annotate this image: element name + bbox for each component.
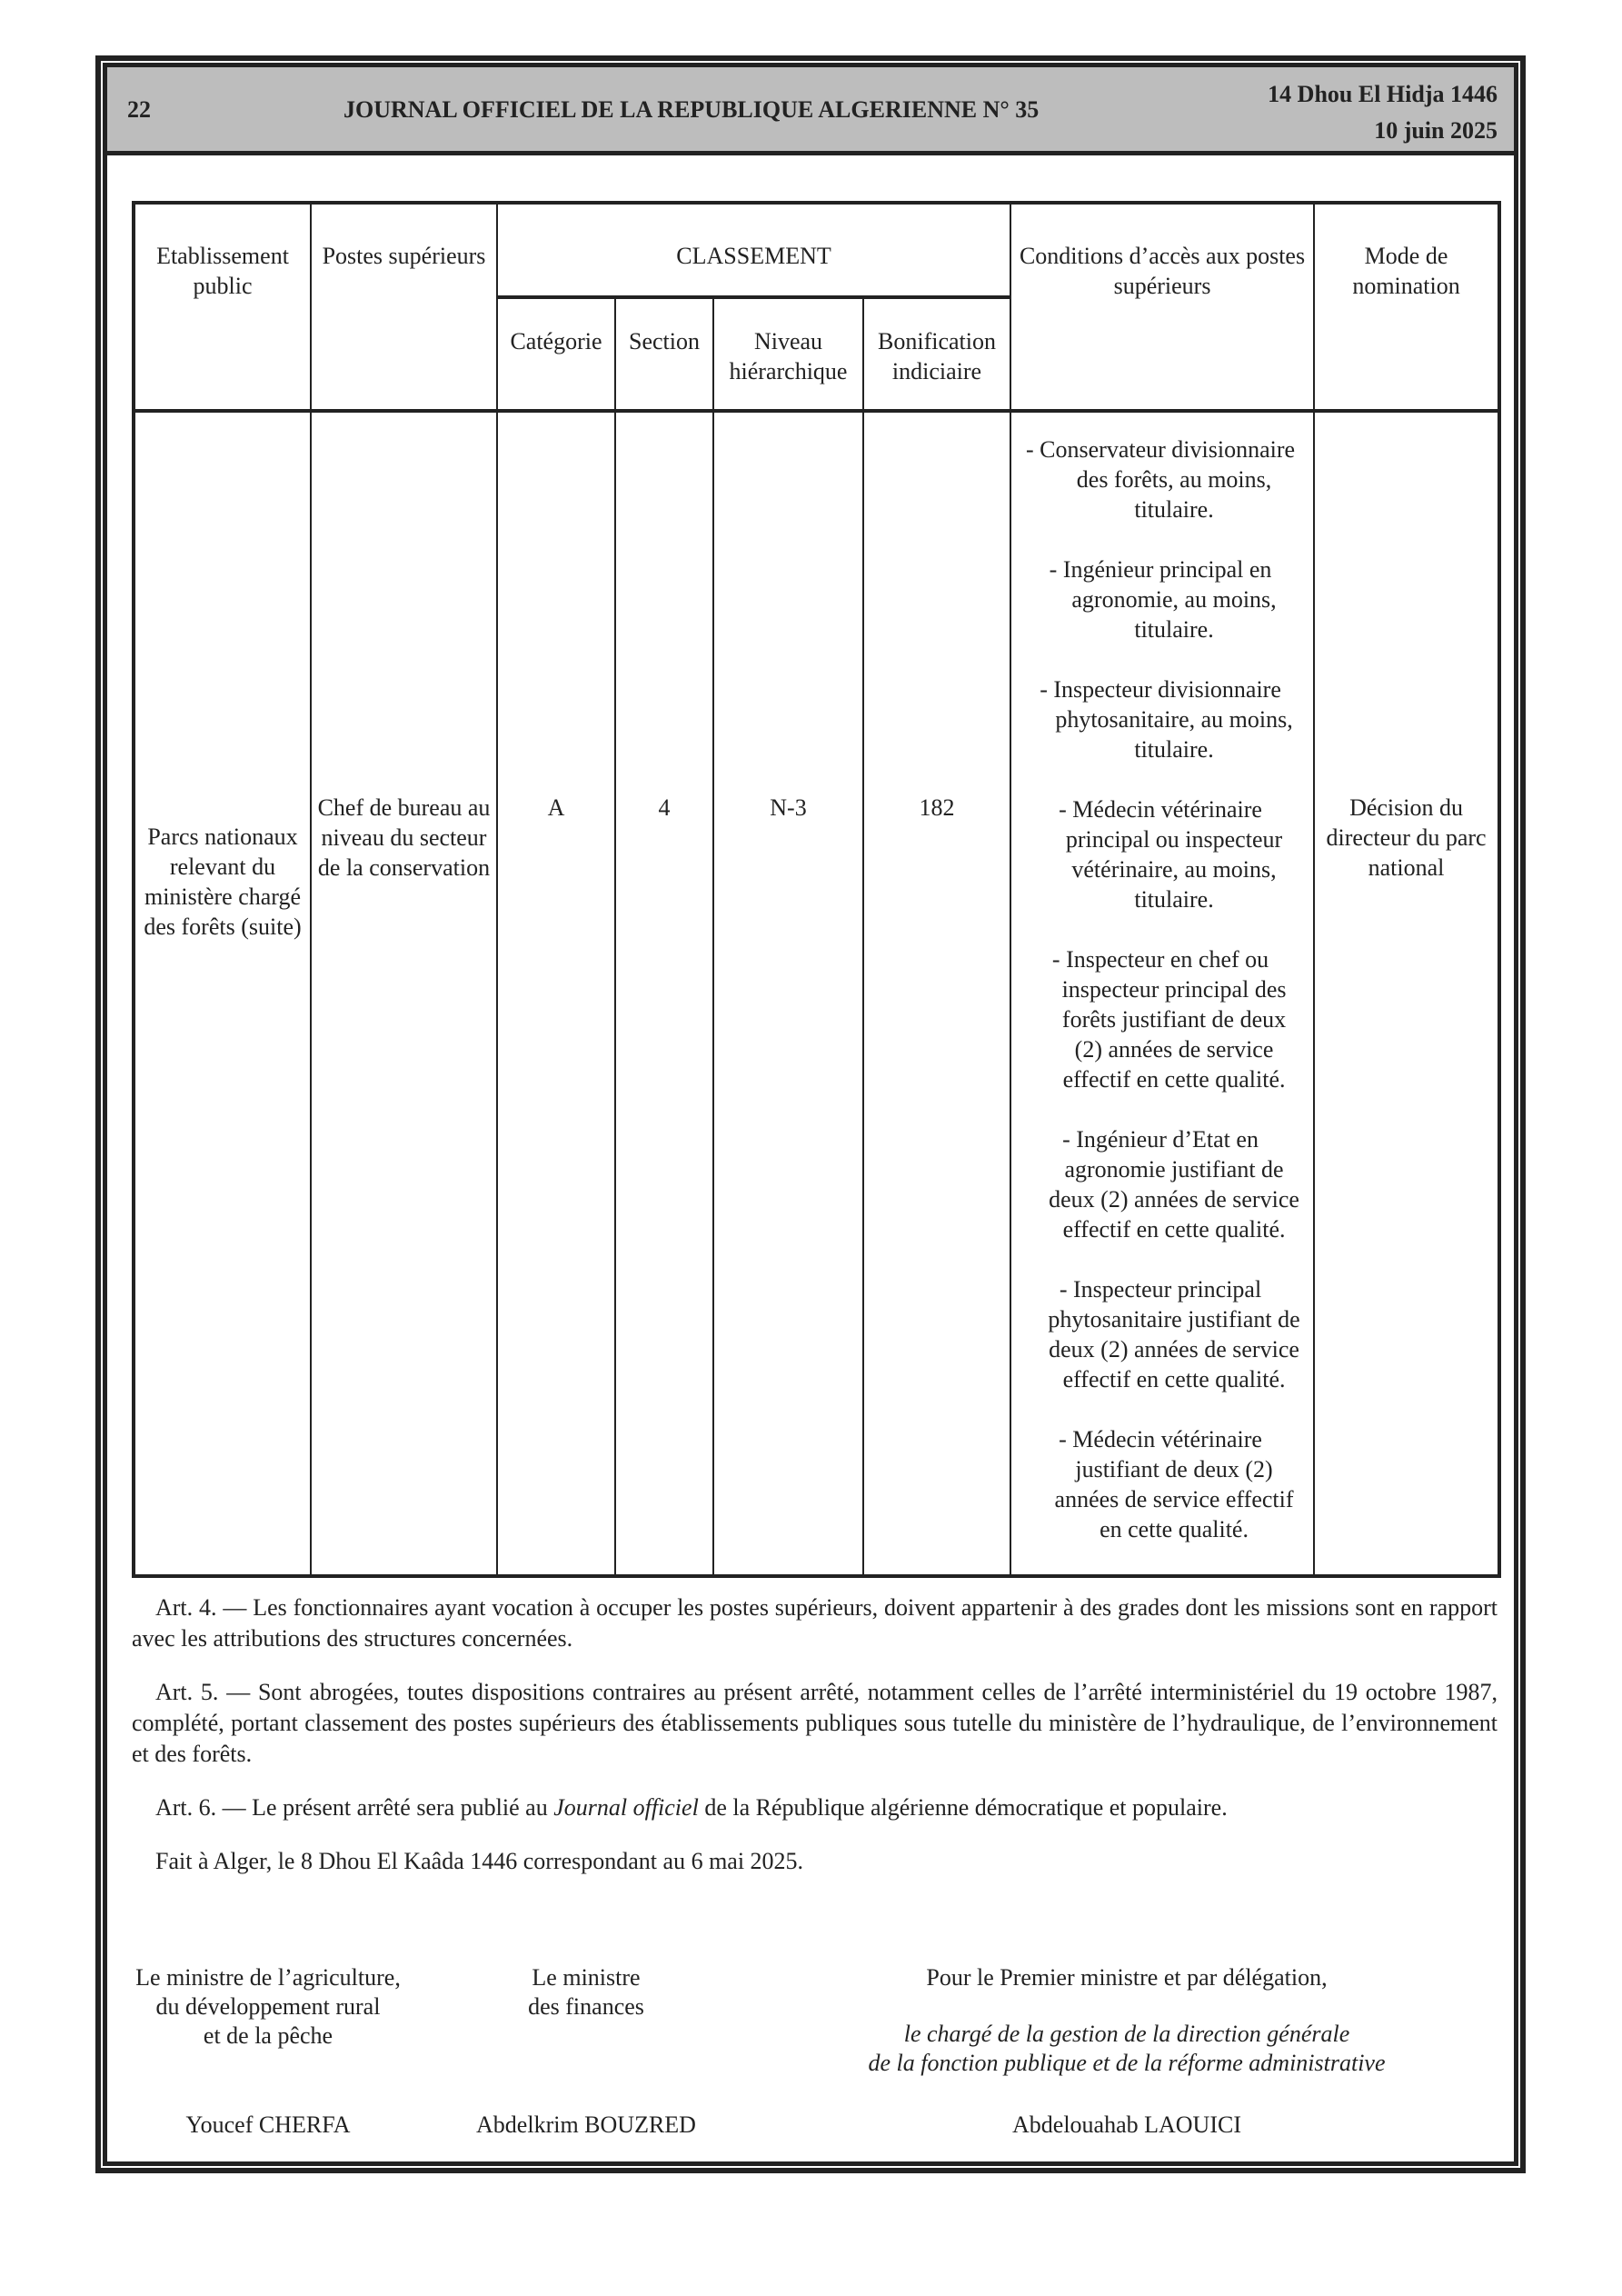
- header-etablissement: Etablissement public: [134, 203, 311, 411]
- condition-item: - Ingénieur principal en agronomie, au moins, titulaire.: [1049, 556, 1277, 643]
- hijri-date: 14 Dhou El Hidja 1446: [1268, 81, 1498, 107]
- sig1-line: Le ministre de l’agriculture,: [135, 1964, 401, 1991]
- condition-item: - Ingénieur d’Etat en agronomie justifiant de deux (2) années de service effectif en cette qualité.: [1049, 1126, 1299, 1243]
- condition-item: - Médecin vétérinaire justifiant de deux (2) années de service effectif en cette qualité.: [1054, 1426, 1294, 1542]
- cell-niveau: N-3: [713, 411, 863, 1576]
- journal-title: JOURNAL OFFICIEL DE LA REPUBLIQUE ALGERIENNE N° 35: [343, 96, 1040, 123]
- condition-item: - Médecin vétérinaire principal ou inspecteur vétérinaire, au moins, titulaire.: [1059, 796, 1283, 913]
- header-postes: Postes supérieurs: [311, 203, 497, 411]
- article-6-text-end: de la République algérienne démocratique et populaire.: [698, 1794, 1228, 1821]
- cell-conditions: [1010, 411, 1314, 1576]
- condition-item: - Conservateur divisionnaire des forêts, au moins, titulaire.: [1026, 436, 1296, 523]
- signatory-3-name: Abdelouahab LAOUICI: [1012, 2111, 1241, 2138]
- header-mode: Mode de nomination: [1314, 203, 1499, 411]
- header-conditions: Conditions d’accès aux postes supérieurs: [1010, 203, 1314, 411]
- fait-a-alger: Fait à Alger, le 8 Dhou El Kaâda 1446 correspondant au 6 mai 2025.: [155, 1848, 804, 1874]
- articles: [132, 1592, 1498, 1900]
- article-6-journal-ref: Journal officiel: [553, 1794, 699, 1821]
- sig2-line: Le ministre: [532, 1964, 641, 1991]
- issue-date: [1268, 76, 1498, 149]
- cell-section: 4: [615, 411, 713, 1576]
- header-classement: CLASSEMENT: [497, 203, 1010, 297]
- cell-etablissement: Parcs nationaux relevant du ministère chargé des forêts (suite): [134, 411, 311, 1576]
- article-6-text: Art. 6. — Le présent arrêté sera publié au: [155, 1794, 554, 1821]
- signatory-3-title: [750, 1963, 1504, 2078]
- sig3-italic-line: de la fonction publique et de la réforme administrative: [868, 2050, 1386, 2076]
- header-categorie: Catégorie: [497, 297, 615, 411]
- sig3-line: Pour le Premier ministre et par délégation,: [926, 1964, 1328, 1991]
- condition-item: - Inspecteur en chef ou inspecteur principal des forêts justifiant de deux (2) années de service effectif en cette qualité.: [1051, 946, 1287, 1093]
- sig3-italic-line: le chargé de la gestion de la direction générale: [903, 2021, 1350, 2047]
- table-row: [134, 411, 1499, 1576]
- header-bonification: Bonification indiciaire: [863, 297, 1010, 411]
- cell-mode: Décision du directeur du parc national: [1314, 411, 1499, 1576]
- condition-item: - Inspecteur principal phytosanitaire justifiant de deux (2) années de service effectif en cette qualité.: [1048, 1276, 1300, 1393]
- article-4: Art. 4. — Les fonctionnaires ayant vocation à occuper les postes supérieurs, doivent appartenir à des grades dont les missions sont en rapport avec les attributions des structures concernées.: [132, 1594, 1498, 1652]
- signatory-1-title: [132, 1963, 404, 2051]
- journal-header: [107, 67, 1514, 155]
- cell-categorie: A: [497, 411, 615, 1576]
- sig1-line: du développement rural: [155, 1993, 381, 2020]
- signatory-2-title: [468, 1963, 704, 2021]
- header-section: Section: [615, 297, 713, 411]
- article-5: Art. 5. — Sont abrogées, toutes dispositions contraires au présent arrêté, notamment celles de l’arrêté interministériel du 19 octobre 1987, complété, portant classement des postes supérieurs des établissements publiques sous tutelle du ministère de l’hydraulique, de l’environnement et des forêts.: [132, 1679, 1498, 1767]
- article-6: [132, 1792, 1498, 1823]
- header-niveau: Niveau hiérarchique: [713, 297, 863, 411]
- sig2-line: des finances: [528, 1993, 644, 2020]
- cell-bonification: 182: [863, 411, 1010, 1576]
- gregorian-date: 10 juin 2025: [1374, 117, 1498, 144]
- signatory-2-name: Abdelkrim BOUZRED: [476, 2111, 696, 2138]
- condition-item: - Inspecteur divisionnaire phytosanitaire, au moins, titulaire.: [1040, 676, 1293, 763]
- cell-poste: Chef de bureau au niveau du secteur de la conservation: [311, 411, 497, 1576]
- signatory-1-name: Youcef CHERFA: [185, 2111, 351, 2138]
- classement-table: [132, 201, 1501, 1578]
- page-number: 22: [127, 96, 151, 123]
- sig1-line: et de la pêche: [203, 2022, 333, 2049]
